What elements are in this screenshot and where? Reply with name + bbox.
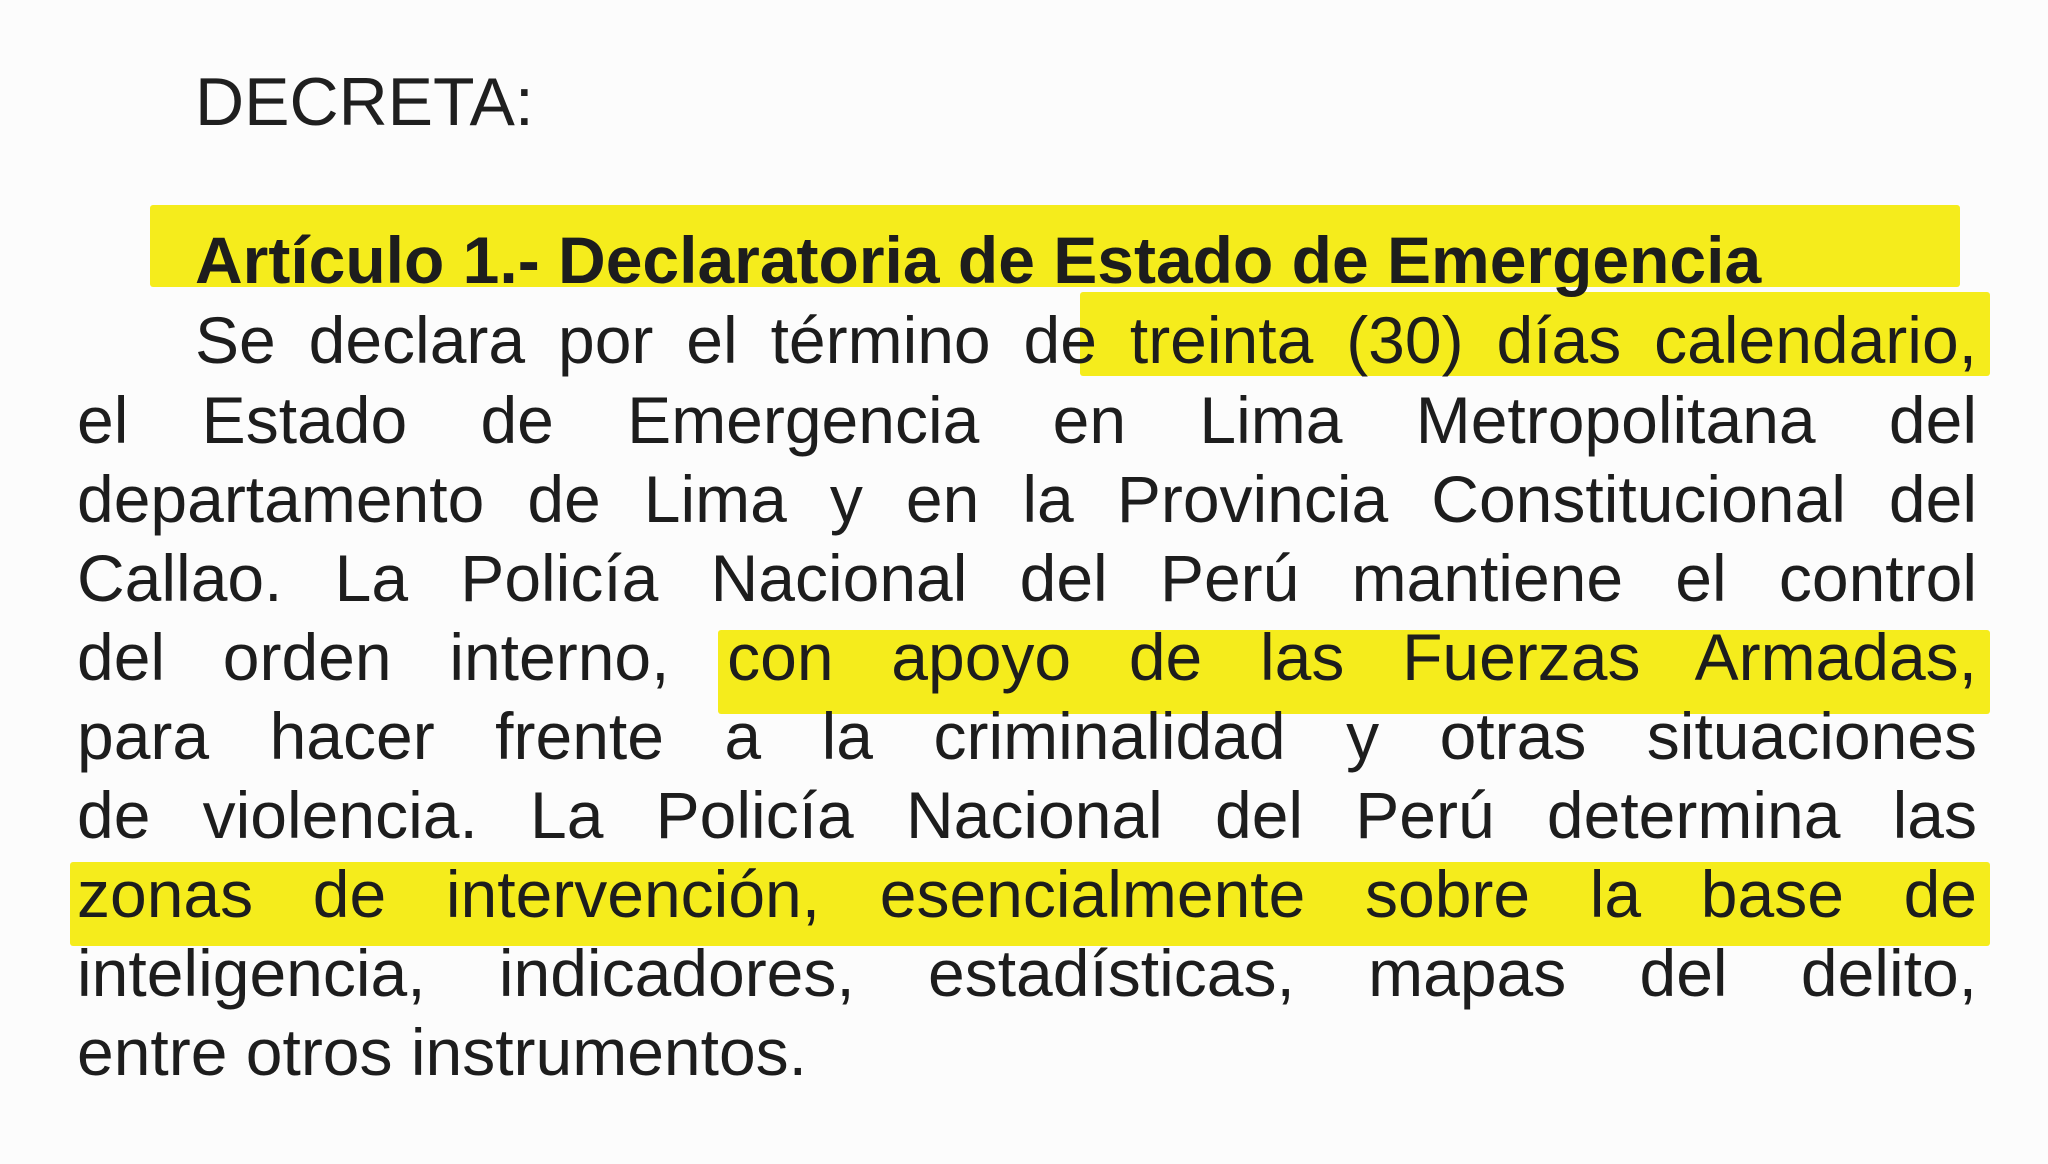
paragraph-line-10: entre otros instrumentos. [77, 1015, 807, 1089]
paragraph-line-5: del orden interno, con apoyo de las Fuerzas Armadas, [77, 620, 1977, 694]
paragraph-line-2: el Estado de Emergencia en Lima Metropolitana del [77, 383, 1977, 457]
paragraph-line-6: para hacer frente a la criminalidad y otras situaciones [77, 699, 1977, 773]
paragraph-line-7: de violencia. La Policía Nacional del Perú determina las [77, 778, 1977, 852]
paragraph-line-9: inteligencia, indicadores, estadísticas, mapas del delito, [77, 936, 1977, 1010]
paragraph-line-3: departamento de Lima y en la Provincia Constitucional del [77, 462, 1977, 536]
paragraph-line-8: zonas de intervención, esencialmente sobre la base de [77, 857, 1977, 931]
article-title: Artículo 1.- Declaratoria de Estado de Emergencia [195, 223, 1762, 297]
paragraph-line-4: Callao. La Policía Nacional del Perú mantiene el control [77, 541, 1977, 615]
decree-heading: DECRETA: [195, 64, 534, 140]
paragraph-line-1: Se declara por el término de treinta (30) días calendario, [195, 303, 1977, 377]
